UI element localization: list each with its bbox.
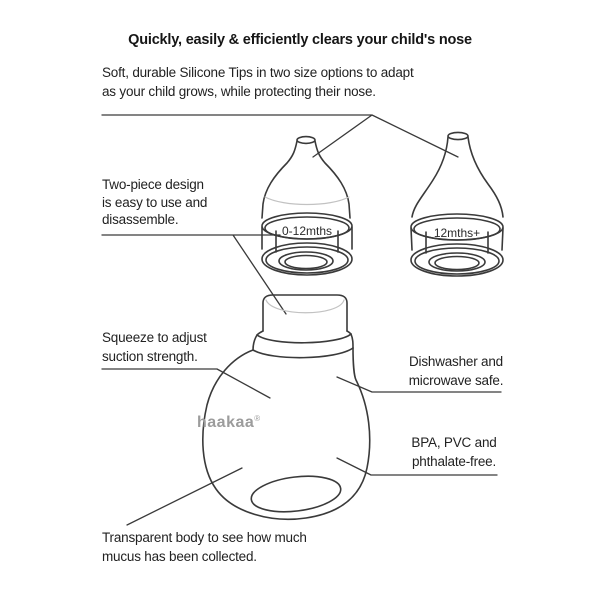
tip-large-drawing [411, 132, 503, 276]
callout-squeeze [102, 328, 207, 366]
callout-transparent-line2: mucus has been collected. [102, 549, 257, 564]
tip-large-size-label: 12mths+ [433, 226, 481, 240]
bulb-drawing [203, 295, 370, 519]
tip-small-drawing [262, 137, 352, 275]
callout-silicone-tips [102, 63, 414, 101]
brand-logo-text: haakaa [197, 414, 255, 431]
callout-bpa-free-line1: BPA, PVC and [411, 435, 497, 450]
callout-silicone-tips-line2: as your child grows, while protecting their nose. [102, 84, 376, 99]
tip-large-body-right [468, 137, 503, 217]
tip-small-seam [265, 197, 349, 205]
callout-bpa-free [389, 433, 519, 471]
callout-squeeze-line1: Squeeze to adjust [102, 330, 207, 345]
callout-dishwasher-line2: microwave safe. [408, 373, 504, 388]
callout-line-squeeze [102, 369, 270, 398]
callout-two-piece-line1: Two-piece design [102, 177, 204, 192]
tip-large-nozzle-opening [448, 132, 468, 139]
bulb-lip-lower [253, 348, 353, 358]
callout-transparent [102, 528, 307, 566]
tip-large-base-hole-inner [435, 257, 479, 270]
callout-line-two-piece [102, 235, 286, 314]
callout-silicone-tips-line1: Soft, durable Silicone Tips in two size options to adapt [102, 65, 414, 80]
bulb-bottom-opening [249, 472, 342, 517]
tip-small-size-label: 0-12mths [281, 224, 333, 238]
callout-two-piece-line2: is easy to use and [102, 194, 208, 210]
callout-transparent-line1: Transparent body to see how much [102, 530, 307, 545]
page-title: Quickly, easily & efficiently clears your child's nose [128, 32, 472, 48]
registered-trademark-icon: ® [254, 414, 261, 423]
bulb-lip-upper [257, 331, 351, 343]
callout-two-piece [102, 176, 207, 229]
tip-small-body-left [262, 141, 297, 218]
callout-bpa-free-line2: phthalate-free. [411, 454, 497, 469]
callout-line-transparent [127, 468, 242, 525]
callout-squeeze-line2: suction strength. [102, 349, 198, 364]
callout-dishwasher [391, 352, 521, 390]
callout-dishwasher-line1: Dishwasher and [408, 354, 503, 369]
callout-line-silicone-tips [102, 115, 458, 157]
tip-small-base-hole-inner [285, 256, 327, 269]
bulb-body-outline [203, 348, 370, 519]
brand-logo [197, 414, 260, 432]
tip-small-nozzle-opening [297, 137, 315, 144]
callout-two-piece-line3: disassemble. [102, 212, 179, 227]
